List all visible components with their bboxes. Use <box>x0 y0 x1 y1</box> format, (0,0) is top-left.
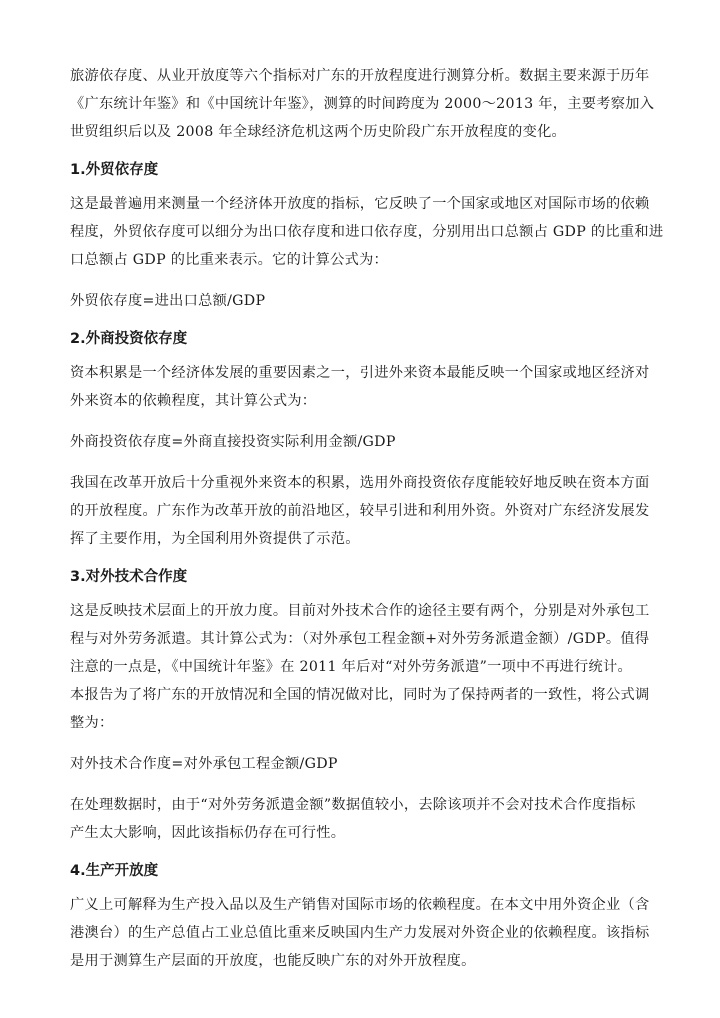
text-line: 注意的一点是，《中国统计年鉴》在 2011 年后对“对外劳务派遣”一项中不再进行统计。 <box>70 659 632 675</box>
document-page <box>70 62 664 988</box>
text-line: 是用于测算生产层面的开放度，也能反映广东的对外开放程度。 <box>70 953 476 969</box>
text-line: 挥了主要作用，为全国利用外资提供了示范。 <box>70 531 360 547</box>
intro-paragraph <box>70 62 654 146</box>
text-line: 我国在改革开放后十分重视外来资本的积累，选用外商投资依存度能较好地反映在资本方面 <box>70 475 650 491</box>
text-line: 《广东统计年鉴》和《中国统计年鉴》，测算的时间跨度为 2000～2013 年，主要考察加入 <box>70 96 655 112</box>
text-line: 产生太大影响，因此该指标仍存在可行性。 <box>70 825 346 841</box>
section-4-paragraph <box>70 891 654 975</box>
section-3-paragraph-1 <box>70 597 654 737</box>
text-line: 整为： <box>70 715 114 731</box>
section-heading-2: 2.外商投资依存度 <box>70 331 188 347</box>
text-line: 世贸组织后以及 2008 年全球经济危机这两个历史阶段广东开放程度的变化。 <box>70 124 567 140</box>
text-line: 在处理数据时，由于“对外劳务派遣金额”数据值较小，去除该项并不会对技术合作度指标 <box>70 797 636 813</box>
section-3-paragraph-2 <box>70 791 654 847</box>
section-1-paragraph <box>70 190 664 274</box>
text-line: 资本积累是一个经济体发展的重要因素之一，引进外来资本最能反映一个国家或地区经济对 <box>70 365 650 381</box>
text-line: 这是最普遍用来测量一个经济体开放度的指标，它反映了一个国家或地区对国际市场的依赖 <box>70 196 650 212</box>
section-2-paragraph-1 <box>70 359 654 415</box>
text-line: 港澳台）的生产总值占工业总值比重来反映国内生产力发展对外资企业的依赖程度。该指标 <box>70 925 650 941</box>
text-line: 这是反映技术层面上的开放力度。目前对外技术合作的途径主要有两个，分别是对外承包工 <box>70 603 650 619</box>
section-heading-3: 3.对外技术合作度 <box>70 569 188 585</box>
text-line: 广义上可解释为生产投入品以及生产销售对国际市场的依赖程度。在本文中用外资企业（含 <box>70 897 650 913</box>
section-heading-4: 4.生产开放度 <box>70 863 159 879</box>
section-heading-1: 1.外贸依存度 <box>70 162 159 178</box>
text-line: 的开放程度。广东作为改革开放的前沿地区，较早引进和利用外资。外资对广东经济发展发 <box>70 503 650 519</box>
text-line: 口总额占 GDP 的比重来表示。它的计算公式为： <box>70 252 389 268</box>
text-line: 程与对外劳务派遣。其计算公式为：（对外承包工程金额+对外劳务派遣金额）/GDP。值得 <box>70 631 650 647</box>
section-3-formula: 对外技术合作度=对外承包工程金额/GDP <box>70 756 338 772</box>
text-line: 本报告为了将广东的开放情况和全国的情况做对比，同时为了保持两者的一致性，将公式调 <box>70 687 650 703</box>
text-line: 外来资本的依赖程度，其计算公式为： <box>70 393 317 409</box>
text-line: 程度，外贸依存度可以细分为出口依存度和进口依存度，分别用出口总额占 GDP 的比重和进 <box>70 224 664 240</box>
section-1-formula: 外贸依存度=进出口总额/GDP <box>70 293 266 309</box>
section-2-paragraph-2 <box>70 469 654 553</box>
text-line: 旅游依存度、从业开放度等六个指标对广东的开放程度进行测算分析。数据主要来源于历年 <box>70 68 650 84</box>
section-2-formula: 外商投资依存度=外商直接投资实际利用金额/GDP <box>70 434 396 450</box>
